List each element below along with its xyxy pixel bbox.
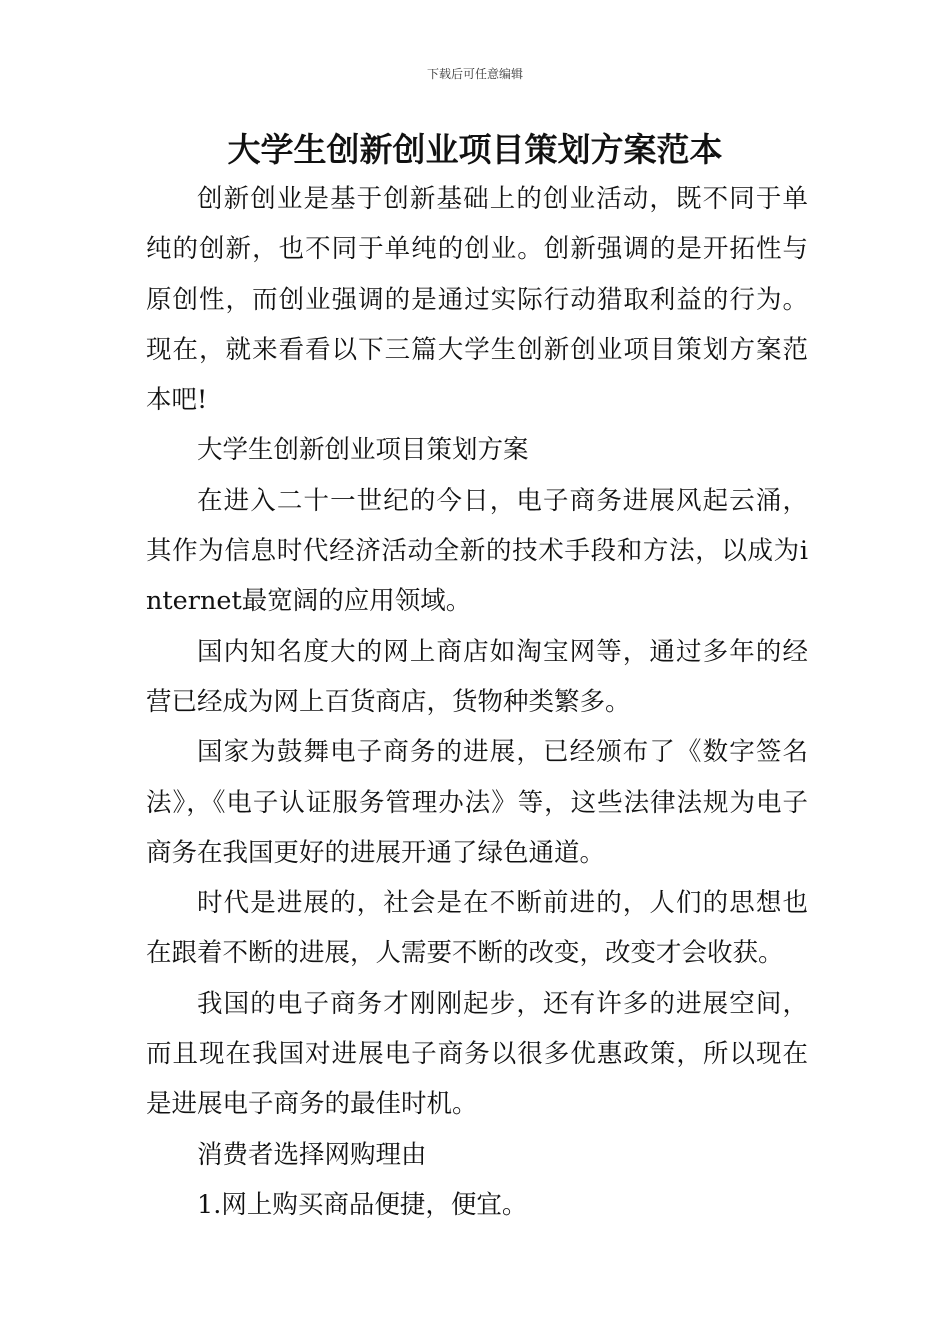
list-item: 1.网上购买商品便捷，便宜。: [197, 1189, 528, 1220]
intro-paragraph: 创新创业是基于创新基础上的创业活动，既不同于单纯的创新，也不同于单纯的创业。创新强调的是开拓性与原创性，而创业强调的是通过实际行动猎取利益的行为。现在，就来看看以下三篇大学生创新创业项目策划方案范本吧!: [146, 184, 808, 416]
subsection-heading: 消费者选择网购理由: [197, 1139, 427, 1170]
body-paragraph: 在进入二十一世纪的今日，电子商务进展风起云涌，其作为信息时代经济活动全新的技术手段和方法，以成为internet最宽阔的应用领域。: [146, 485, 808, 617]
document-title: 大学生创新创业项目策划方案范本: [227, 130, 723, 169]
body-paragraph: 时代是进展的，社会是在不断前进的，人们的思想也在跟着不断的进展，人需要不断的改变，改变才会收获。: [146, 888, 808, 969]
page-header-note: 下载后可任意编辑: [426, 67, 523, 81]
body-paragraph: 国内知名度大的网上商店如淘宝网等，通过多年的经营已经成为网上百货商店，货物种类繁多。: [146, 636, 808, 717]
body-paragraph: 我国的电子商务才刚刚起步，还有许多的进展空间，而且现在我国对进展电子商务以很多优惠政策，所以现在是进展电子商务的最佳时机。: [146, 988, 808, 1120]
body-paragraph: 国家为鼓舞电子商务的进展，已经颁布了《数字签名法》，《电子认证服务管理办法》等，这些法律法规为电子商务在我国更好的进展开通了绿色通道。: [146, 737, 808, 868]
document-body: [146, 174, 808, 1230]
section-heading: 大学生创新创业项目策划方案: [197, 435, 529, 466]
